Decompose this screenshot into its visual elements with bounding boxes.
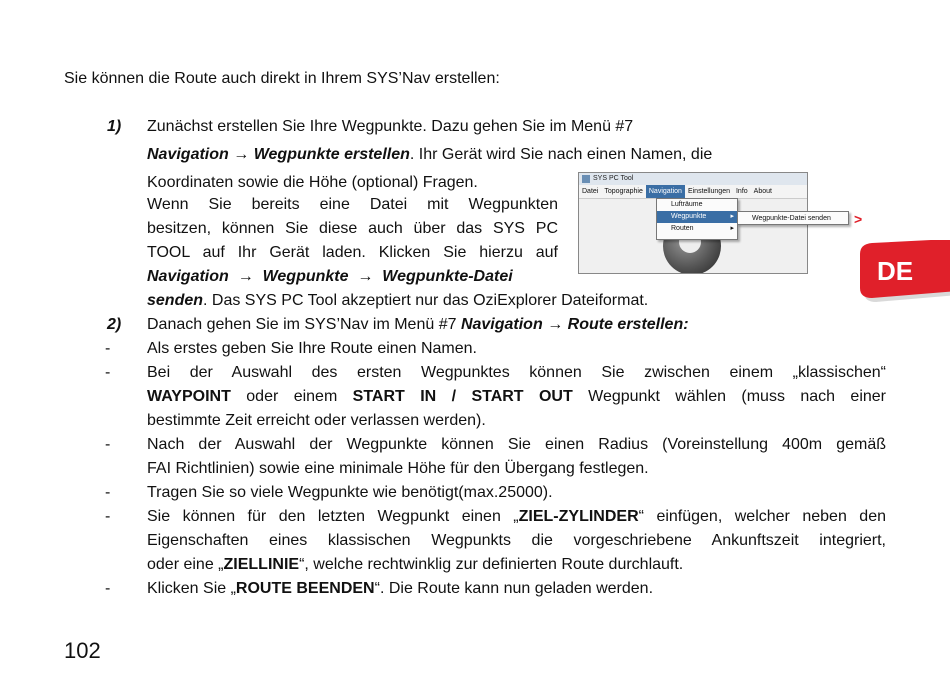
bullet-dash: - (105, 364, 111, 381)
item-1-line-4: Wenn Sie bereits eine Datei mit Wegpunkten (147, 196, 558, 213)
bullet-2-line-1: Bei der Auswahl des ersten Wegpunktes können Sie zwischen einem „klassischen“ (147, 364, 886, 381)
bullet-3-line-2: FAI Richtlinien) sowie eine minimale Höhe für den Übergang festlegen. (147, 460, 649, 477)
item-1-line-1: Zunächst erstellen Sie Ihre Wegpunkte. Dazu gehen Sie im Menü #7 (147, 118, 634, 135)
nav-menu-ref: Navigation (147, 146, 229, 163)
item-2-number: 2) (107, 316, 122, 333)
bullet-5-line-3: oder eine „ZIELLINIE“, welche rechtwinklig zur definierten Route durchlauft. (147, 556, 684, 573)
pointer-icon: > (854, 211, 863, 227)
bullet-2-line-2: WAYPOINT oder einem START IN / START OUT Wegpunkt wählen (muss nach einer (147, 388, 887, 405)
page-number: 102 (64, 638, 101, 663)
bullet-5-line-1: Sie können für den letzten Wegpunkt einen „ZIEL-ZYLINDER“ einfügen, welcher neben den (147, 508, 887, 525)
bullet-dash: - (105, 484, 111, 501)
bullet-6: Klicken Sie „ROUTE BEENDEN“. Die Route kann nun geladen werden. (147, 580, 654, 597)
screenshot-titlebar: SYS PC Tool (579, 173, 807, 185)
bullet-dash: - (105, 580, 111, 597)
screenshot-menubar: Datei Topographie Navigation Einstellungen Info About (579, 185, 807, 199)
bullet-3-line-1: Nach der Auswahl der Wegpunkte können Sie einen Radius (Voreinstellung 400m gemäß (147, 436, 886, 453)
bullet-5-line-2: Eigenschaften eines klassischen Wegpunkts die vorgeschriebene Ankunftszeit integriert, (147, 532, 886, 549)
waypoints-submenu: Wegpunkte-Datei senden (737, 211, 849, 225)
bullet-dash: - (105, 508, 111, 525)
item-1-line-3: Koordinaten sowie die Höhe (optional) Fragen. (147, 174, 478, 191)
bullet-dash: - (105, 436, 111, 453)
submenu-item: Wegpunkte ▸ (657, 211, 737, 223)
item-1-line-2: Navigation → Wegpunkte erstellen. Ihr Gerät wird Sie nach einen Namen, die (147, 146, 713, 163)
app-icon (582, 175, 590, 183)
item-1-line-8: senden. Das SYS PC Tool akzeptiert nur das OziExplorer Dateiformat. (147, 292, 649, 309)
arrow-icon: → (547, 316, 564, 333)
arrow-icon: → (357, 268, 374, 285)
language-tab-label: DE (877, 256, 914, 286)
bullet-4: Tragen Sie so viele Wegpunkte wie benötigt(max.25000). (147, 484, 553, 501)
arrow-icon: → (237, 268, 254, 285)
item-1-number: 1) (107, 118, 122, 135)
arrow-icon: → (233, 146, 250, 163)
intro-text: Sie können die Route auch direkt in Ihrem SYS’Nav erstellen: (64, 70, 500, 87)
item-2-line: Danach gehen Sie im SYS’Nav im Menü #7 Navigation → Route erstellen: (147, 316, 689, 333)
item-1-line-5: besitzen, können Sie diese auch über das SYS PC (147, 220, 558, 237)
navigation-submenu (656, 198, 738, 240)
submenu-item: Lufträume (671, 201, 703, 208)
item-1-line-7: Navigation → Wegpunkte → Wegpunkte-Datei (147, 268, 513, 285)
submenu-item: Routen ▸ (671, 225, 734, 232)
bullet-dash: - (105, 340, 111, 357)
item-1-line-6: TOOL auf Ihr Gerät laden. Klicken Sie hierzu auf (147, 244, 558, 261)
bullet-1: Als erstes geben Sie Ihre Route einen Namen. (147, 340, 477, 357)
bullet-2-line-3: bestimmte Zeit erreicht oder verlassen werden). (147, 412, 486, 429)
create-waypoints-ref: Wegpunkte erstellen (253, 146, 410, 163)
